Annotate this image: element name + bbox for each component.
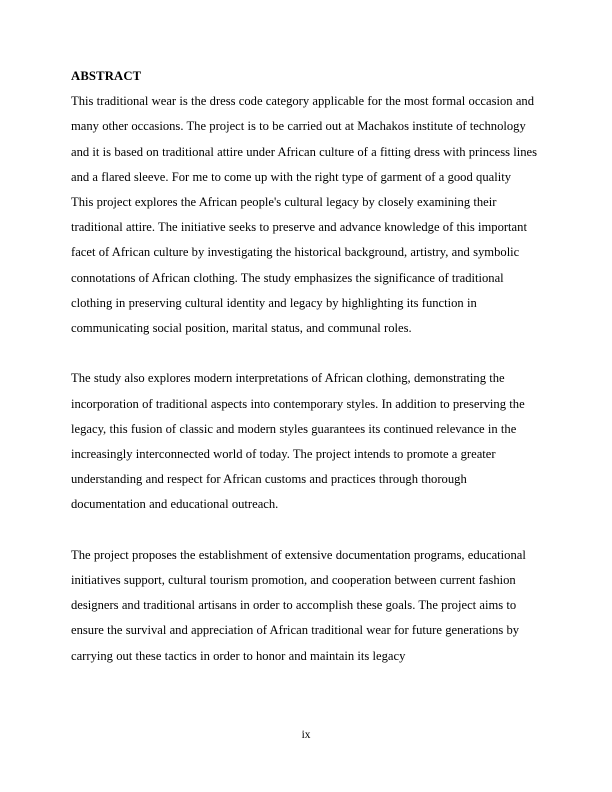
page-number: ix xyxy=(301,729,311,741)
abstract-heading: ABSTRACT xyxy=(71,69,142,83)
abstract-section xyxy=(71,64,543,669)
abstract-paragraph-2: This project explores the African people's cultural legacy by closely examining their traditional attire. The initiative seeks to preserve and advance knowledge of this important facet of African culture by investigating the historical background, artistry, and symbolic connotations of African clothing. The study emphasizes the significance of traditional clothing in preserving cultural identity and legacy by highlighting its function in communicating social position, marital status, and communal roles. xyxy=(71,195,527,336)
abstract-paragraph-1: This traditional wear is the dress code category applicable for the most formal occasion and many other occasions. The project is to be carried out at Machakos institute of technology and it is based on traditional attire under African culture of a fitting dress with princess lines and a flared sleeve. For me to come up with the right type of garment of a good quality xyxy=(71,94,538,184)
abstract-paragraph-3: The study also explores modern interpretations of African clothing, demonstrating the incorporation of traditional aspects into contemporary styles. In addition to preserving the legacy, this fusion of classic and modern styles guarantees its continued relevance in the increasingly interconnected world of today. The project intends to promote a greater understanding and respect for African customs and practices through thorough documentation and educational outreach. xyxy=(71,371,525,512)
abstract-paragraph-4: The project proposes the establishment of extensive documentation programs, educational initiatives support, cultural tourism promotion, and cooperation between current fashion designers and traditional artisans in order to accomplish these goals. The project aims to ensure the survival and appreciation of African traditional wear for future generations by carrying out these tactics in order to honor and maintain its legacy xyxy=(71,547,526,663)
